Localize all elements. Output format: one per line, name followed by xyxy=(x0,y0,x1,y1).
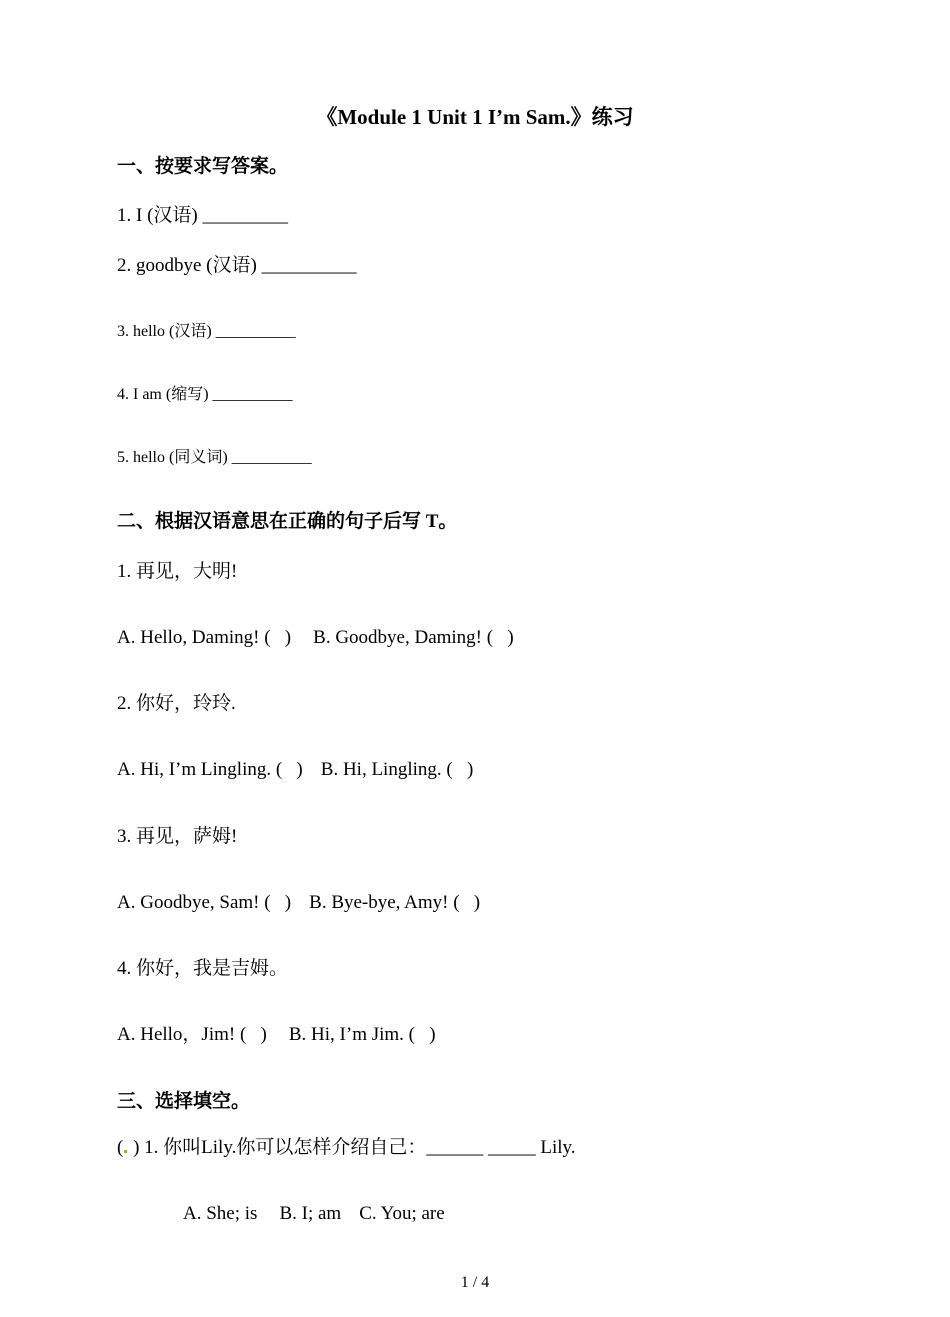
answer-mark-icon xyxy=(124,1150,127,1153)
option-a: A. Hi, I’m Lingling. ( ) xyxy=(117,759,303,780)
section-1-heading: 一、按要求写答案。 xyxy=(117,156,289,177)
section-2-question-4-options xyxy=(117,1025,436,1044)
answer-bracket-open: ( xyxy=(117,1137,124,1158)
option-b: B. Hi, I’m Jim. ( ) xyxy=(288,1024,436,1045)
question-text: ) 1. 你叫Lily.你可以怎样介绍自己：______ _____ Lily. xyxy=(128,1137,576,1158)
option-a: A. Hello，Jim! ( ) xyxy=(117,1024,267,1045)
option-c: C. You; are xyxy=(359,1203,445,1224)
section-2-question-1: 1. 再见，大明! xyxy=(117,561,238,582)
section-1-item-4: 4. I am (缩写) __________ xyxy=(117,386,293,403)
section-3-question-1-options xyxy=(183,1204,445,1223)
section-2-heading: 二、根据汉语意思在正确的句子后写 T。 xyxy=(117,511,458,532)
page-number: 1 / 4 xyxy=(460,1274,490,1291)
section-2-question-4: 4. 你好，我是吉姆。 xyxy=(117,958,289,979)
section-2-question-1-options xyxy=(117,628,514,647)
option-a: A. Hello, Daming! ( ) xyxy=(117,627,292,648)
option-b: B. Goodbye, Daming! ( ) xyxy=(313,627,514,648)
section-2-question-3-options xyxy=(117,893,480,912)
option-a: A. She; is xyxy=(183,1203,258,1224)
section-2-question-2-options xyxy=(117,760,473,779)
option-b: B. I; am xyxy=(279,1203,342,1224)
section-1-item-5: 5. hello (同义词) __________ xyxy=(117,449,312,466)
section-1-item-2: 2. goodbye (汉语) __________ xyxy=(117,255,357,276)
section-3-question-1 xyxy=(117,1138,576,1157)
option-a: A. Goodbye, Sam! ( ) xyxy=(117,892,292,913)
option-b: B. Bye-bye, Amy! ( ) xyxy=(309,892,481,913)
section-2-question-2: 2. 你好，玲玲. xyxy=(117,693,236,714)
option-b: B. Hi, Lingling. ( ) xyxy=(320,759,474,780)
section-3-heading: 三、选择填空。 xyxy=(117,1091,251,1112)
page-title: 《Module 1 Unit 1 I’m Sam.》练习 xyxy=(316,105,634,129)
section-1-item-3: 3. hello (汉语) __________ xyxy=(117,323,296,340)
section-1-item-1: 1. I (汉语) _________ xyxy=(117,205,288,226)
section-2-question-3: 3. 再见，萨姆! xyxy=(117,826,238,847)
